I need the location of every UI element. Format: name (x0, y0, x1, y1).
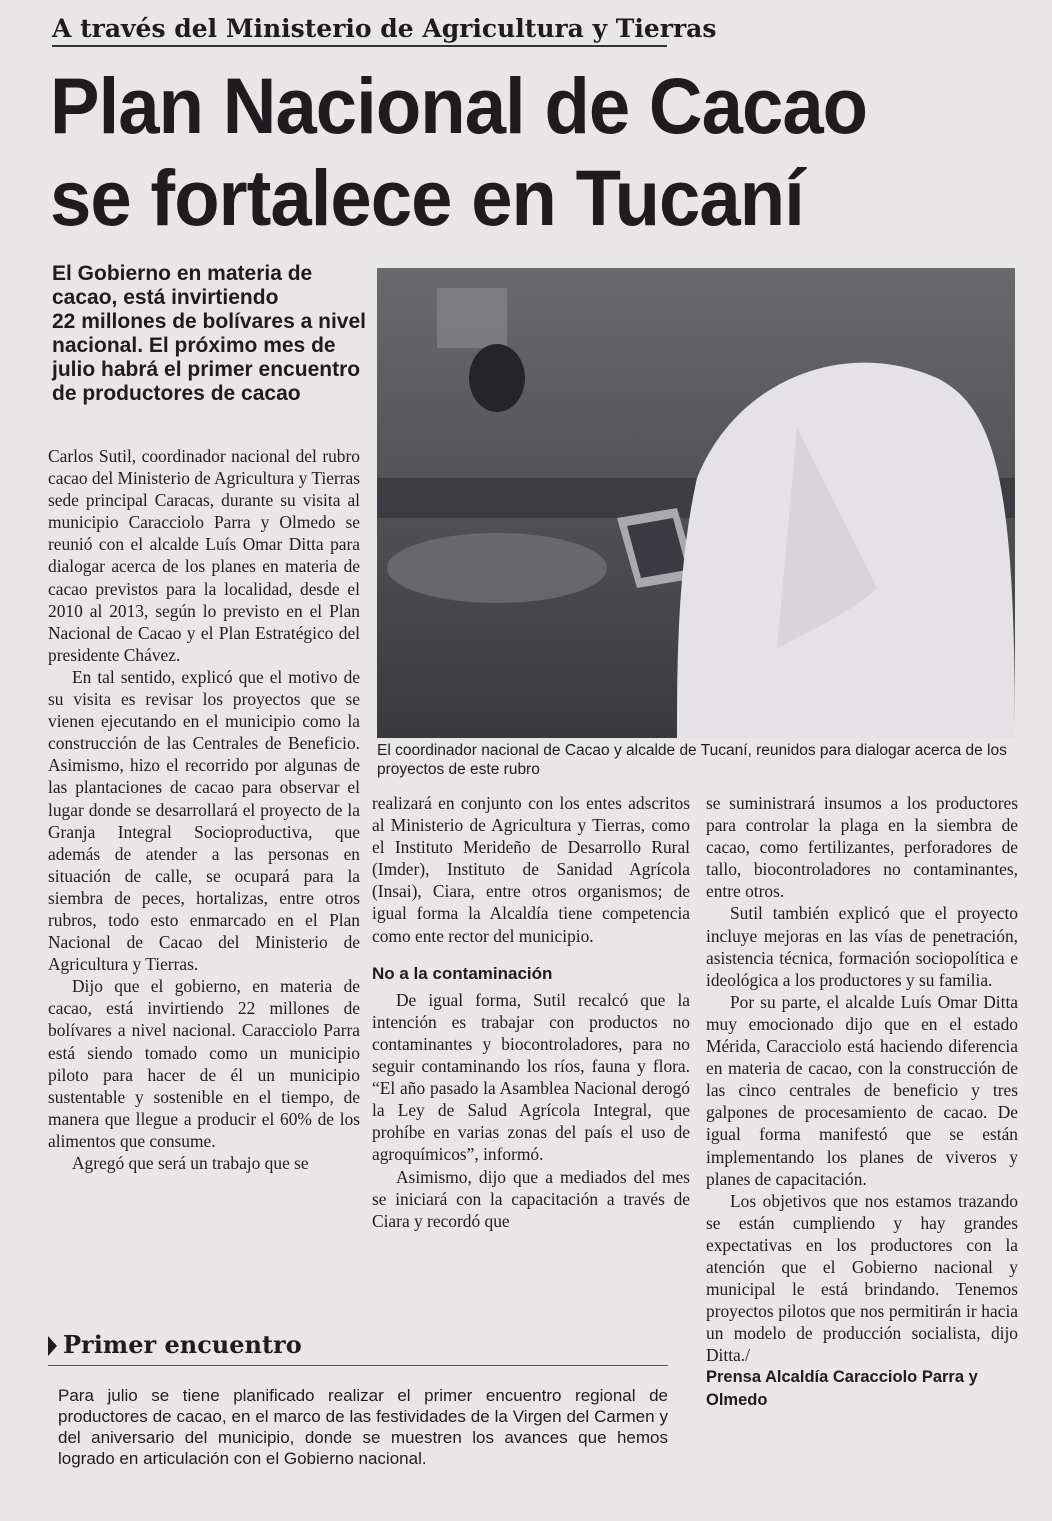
section-subhead: No a la contaminación (372, 963, 553, 983)
news-photo (377, 268, 1015, 738)
paragraph: realizará en conjunto con los entes adscritos al Ministerio de Agricultura y Tierras, como el Instituto Merideño de Desarrollo Rural (Imder), Instituto de Sanidad Agrícola (Insai), Ciara, entre otros organismos; de igual forma la Alcaldía tiene competencia como ente rector del municipio. (372, 793, 690, 946)
kicker: A través del Ministerio de Agricultura y Tierras (52, 14, 667, 47)
deck-line: nacional. El próximo mes de (52, 334, 336, 357)
paragraph: Sutil también explicó que el proyecto incluye mejoras en las vías de penetración, asistencia técnica, formación sociopolítica e ideológica a los productores y su familia. (706, 903, 1018, 990)
column-1 (48, 445, 360, 1174)
paragraph: Por su parte, el alcalde Luís Omar Ditta muy emocionado dijo que en el estado Mérida, Caracciolo está haciendo diferencia en materia de cacao, con la construcción de las cinco centrales de beneficio y tres galpones de procesamiento de cacao. De igual forma manifestó que se están implementando los planes de viveros y planes de capacitación. (706, 991, 1018, 1189)
deck-line: cacao, está invirtiendo (52, 286, 279, 309)
column-3 (706, 792, 1018, 1411)
headline-line-1: Plan Nacional de Cacao (50, 61, 868, 150)
paragraph: Los objetivos que nos estamos trazando se están cumpliendo y hay grandes expectativas en los productores con la atención que el Gobierno nacional y municipal le está brindando. Tenemos proyectos pilotos que nos permitirán ir hacia un modelo de producción socialista, dijo Ditta./ (706, 1190, 1018, 1366)
deck-line: de productores de cacao (52, 382, 301, 405)
deck (52, 262, 372, 406)
deck-line: 22 millones de bolívares a nivel (52, 310, 366, 333)
photo-caption: El coordinador nacional de Cacao y alcalde de Tucaní, reunidos para dialogar acerca de los proyectos de este rubro (377, 742, 1007, 778)
paragraph: Carlos Sutil, coordinador nacional del rubro cacao del Ministerio de Agricultura y Tierras sede principal Caracas, durante su visita al municipio Caracciolo Parra y Olmedo se reunió con el alcalde Luís Omar Ditta para dialogar acerca de los planes en materia de cacao previstos para la localidad, desde el 2010 al 2013, según lo previsto en el Plan Nacional de Cacao y el Plan Estratégico del presidente Chávez. (48, 446, 360, 665)
photo-illustration (377, 268, 1015, 738)
deck-line: El Gobierno en materia de (52, 262, 313, 285)
deck-line: julio habrá el primer encuentro (52, 358, 361, 381)
headline-line-2: se fortalece en Tucaní (50, 153, 804, 242)
paragraph: En tal sentido, explicó que el motivo de su visita es revisar los proyectos que se vienen ejecutando en el municipio como la construcción de las Centrales de Beneficio. Asimismo, hizo el recorrido por algunas de las plantaciones de cacao para observar el lugar donde se desarrollará el proyecto de la Granja Integral Socioproductiva, que además de atender a las personas en situación de calle, se ocupará para la siembra de peces, hortalizas, entre otros rubros, todo esto enmarcado en el Plan Nacional de Cacao del Ministerio de Agricultura y Tierras. (48, 666, 360, 975)
headline (50, 60, 981, 244)
sidebar-text: Para julio se tiene planificado realizar el primer encuentro regional de productores de cacao, en el marco de las festividades de la Virgen del Carmen y del aniversario del municipio, donde se muestren los avances que hemos logrado en articulación con el Gobierno nacional. (58, 1386, 668, 1468)
column-2 (372, 792, 690, 1232)
paragraph: Dijo que el gobierno, en materia de cacao, está invirtiendo 22 millones de bolívares a nivel nacional. Caracciolo Parra está siendo tomado como un municipio piloto para hacer de él un municipio sustentable y sostenible en el tiempo, de manera que llegue a producir el 60% de los alimentos que consume. (48, 976, 360, 1151)
paragraph: se suministrará insumos a los productores para controlar la plaga en la siembra de cacao, como fertilizantes, perforadores de tallo, biocontroladores no contaminantes, entre otros. (706, 793, 1018, 902)
paragraph: Asimismo, dijo que a mediados del mes se iniciará con la capacitación a través de Ciara y recordó que (372, 1166, 690, 1231)
sidebar-heading (48, 1330, 668, 1366)
sidebar-title: Primer encuentro (63, 1330, 302, 1359)
triangle-bullet-icon (48, 1336, 57, 1356)
paragraph: Agregó que será un trabajo que se (72, 1153, 309, 1173)
byline: Prensa Alcaldía Caracciolo Parra y Olmedo (706, 1368, 978, 1409)
paragraph: De igual forma, Sutil recalcó que la intención es trabajar con productos no contaminantes y biocontroladores, para no seguir contaminando los ríos, fauna y flora. “El año pasado la Asamblea Nacional derogó la Ley de Salud Agrícola Integral, que prohíbe en varias zonas del país el uso de agroquímicos”, informó. (372, 989, 690, 1165)
